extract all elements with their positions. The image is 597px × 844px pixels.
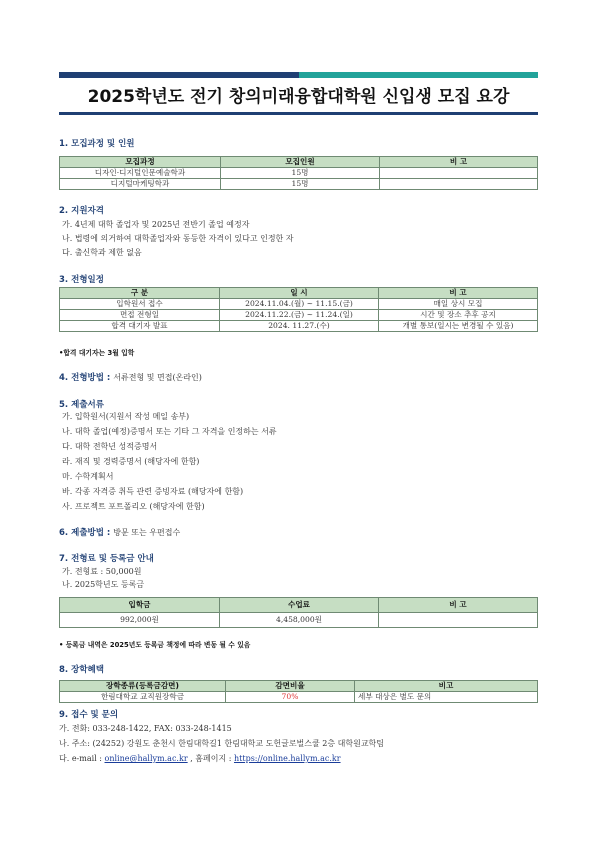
table-header: 구 분 bbox=[60, 288, 220, 299]
table-cell: 입학원서 접수 bbox=[60, 299, 220, 310]
table-cell: 2024.11.22.(금) ~ 11.24.(일) bbox=[220, 310, 379, 321]
list-item: 다. 대학 전학년 성적증명서 bbox=[62, 442, 158, 451]
section-3-heading: 3. 전형일정 bbox=[59, 275, 104, 285]
section-6-value: 방문 또는 우편접수 bbox=[113, 528, 181, 537]
list-item: 나. 법령에 의거하여 대학졸업자와 동등한 자격이 있다고 인정한 자 bbox=[62, 234, 294, 243]
contact-address: 나. 주소: (24252) 강원도 춘천시 한림대학길1 한림대학교 도헌글로벌스쿨 2층 대학원교학팀 bbox=[59, 739, 385, 748]
table-cell: 4,458,000원 bbox=[220, 613, 379, 628]
table-cell: 면접 전형일 bbox=[60, 310, 220, 321]
section-7-heading: 7. 전형료 및 등록금 안내 bbox=[59, 554, 154, 564]
email-link[interactable]: online@hallym.ac.kr bbox=[104, 754, 188, 763]
table-row bbox=[60, 168, 538, 179]
section-4 bbox=[59, 371, 202, 383]
list-item: 다. 출신학과 제한 없음 bbox=[62, 248, 142, 257]
section-4-value: 서류전형 및 면접(온라인) bbox=[113, 373, 202, 382]
table-cell bbox=[380, 168, 538, 179]
table-cell: 디지털마케팅학과 bbox=[60, 179, 221, 190]
list-item: 라. 재직 및 경력증명서 (해당자에 한함) bbox=[62, 457, 200, 466]
title-top-bar bbox=[59, 72, 538, 78]
table-cell: 2024. 11.27.(수) bbox=[220, 321, 379, 332]
table-row bbox=[60, 321, 538, 332]
section-3-note: •합격 대기자는 3월 입학 bbox=[59, 349, 135, 357]
table-cell bbox=[379, 613, 538, 628]
table-cell: 디자인·디지털인문예술학과 bbox=[60, 168, 221, 179]
table-header: 모집과정 bbox=[60, 157, 221, 168]
table-row bbox=[60, 692, 538, 703]
table-cell: 시간 및 장소 추후 공지 bbox=[379, 310, 538, 321]
table-header: 모집인원 bbox=[221, 157, 380, 168]
table-cell: 한림대학교 교직원장학금 bbox=[60, 692, 226, 703]
table-cell: 992,000원 bbox=[60, 613, 220, 628]
section-1-heading: 1. 모집과정 및 인원 bbox=[59, 139, 135, 149]
list-item: 사. 프로젝트 포트폴리오 (해당자에 한함) bbox=[62, 502, 205, 511]
homepage-link[interactable]: https://online.hallym.ac.kr bbox=[233, 754, 341, 763]
table-cell: 70% bbox=[226, 692, 355, 703]
table-header: 입학금 bbox=[60, 598, 220, 613]
section-8-heading: 8. 장학혜택 bbox=[59, 665, 104, 675]
table-row bbox=[60, 299, 538, 310]
table-header: 일 시 bbox=[220, 288, 379, 299]
table-cell: 15명 bbox=[221, 179, 380, 190]
contact-phone: 가. 전화: 033-248-1422, FAX: 033-248-1415 bbox=[59, 724, 232, 733]
table-header: 비 고 bbox=[379, 598, 538, 613]
table-cell: 2024.11.04.(월) ~ 11.15.(금) bbox=[220, 299, 379, 310]
list-item: 마. 수학계획서 bbox=[62, 472, 114, 481]
page-title: 2025학년도 전기 창의미래융합대학원 신입생 모집 요강 bbox=[87, 87, 510, 107]
section-2-heading: 2. 지원자격 bbox=[59, 206, 104, 216]
list-item: 바. 각종 자격증 취득 관련 증빙자료 (해당자에 한함) bbox=[62, 487, 244, 496]
section-1-table bbox=[59, 156, 538, 190]
section-6-heading: 6. 제출방법 : bbox=[59, 528, 111, 538]
list-item: 가. 전형료 : 50,000원 bbox=[62, 567, 142, 576]
title-bottom-bar bbox=[59, 112, 538, 115]
table-header: 비고 bbox=[355, 681, 538, 692]
list-item: 나. 대학 졸업(예정)증명서 또는 기타 그 자격을 인정하는 서류 bbox=[62, 427, 277, 436]
table-header: 비 고 bbox=[380, 157, 538, 168]
section-9-heading: 9. 접수 및 문의 bbox=[59, 710, 119, 720]
list-item: 나. 2025학년도 등록금 bbox=[62, 580, 145, 589]
list-item: 가. 입학원서(지원서 작성 메일 송부) bbox=[62, 412, 190, 421]
table-cell bbox=[380, 179, 538, 190]
contact-links bbox=[59, 753, 341, 764]
section-7-note: • 등록금 내역은 2025년도 등록금 책정에 따라 변동 될 수 있음 bbox=[59, 641, 251, 649]
table-cell: 15명 bbox=[221, 168, 380, 179]
table-header: 비 고 bbox=[379, 288, 538, 299]
table-row bbox=[60, 613, 538, 628]
table-header: 장학종류(등록금감면) bbox=[60, 681, 226, 692]
table-cell: 합격 대기자 발표 bbox=[60, 321, 220, 332]
section-3-table bbox=[59, 287, 538, 332]
homepage-label: , 홈페이지 : bbox=[190, 754, 232, 763]
table-row bbox=[60, 310, 538, 321]
section-5-heading: 5. 제출서류 bbox=[59, 400, 104, 410]
section-7-table bbox=[59, 597, 538, 628]
section-6 bbox=[59, 526, 180, 538]
table-cell: 개별 통보(일시는 변경될 수 있음) bbox=[379, 321, 538, 332]
table-header: 수업료 bbox=[220, 598, 379, 613]
email-label: 다. e-mail : bbox=[59, 754, 102, 763]
table-cell: 매일 상시 모집 bbox=[379, 299, 538, 310]
list-item: 가. 4년제 대학 졸업자 및 2025년 전반기 졸업 예정자 bbox=[62, 220, 250, 229]
section-4-heading: 4. 전형방법 : bbox=[59, 373, 111, 383]
section-8-table bbox=[59, 680, 538, 703]
table-header: 감면비율 bbox=[226, 681, 355, 692]
table-row bbox=[60, 179, 538, 190]
table-cell: 세부 대상은 별도 문의 bbox=[355, 692, 538, 703]
